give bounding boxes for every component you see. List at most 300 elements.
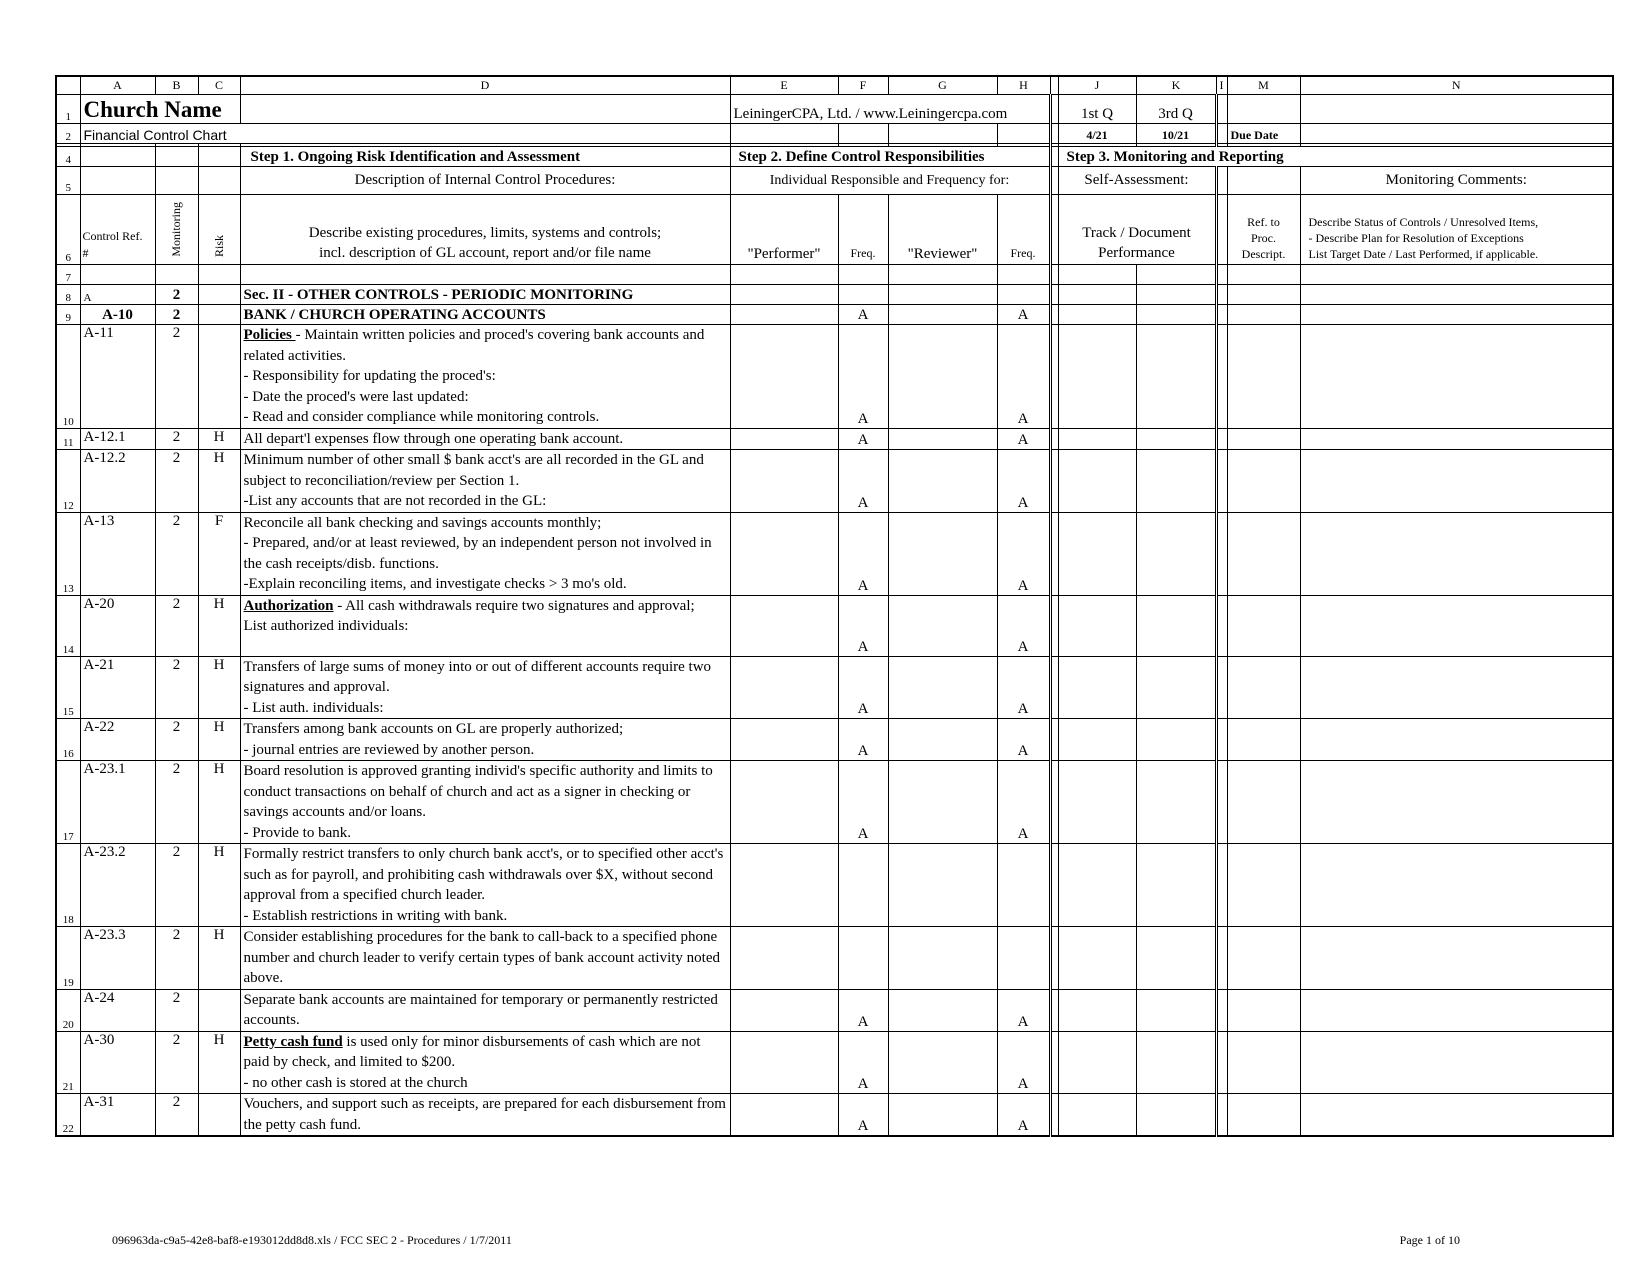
col-header-c[interactable]: C (198, 76, 240, 95)
ref-proc-cell[interactable] (1227, 450, 1300, 513)
risk-heading[interactable] (198, 195, 240, 265)
col-header-j[interactable]: J (1058, 76, 1136, 95)
track-q1-cell[interactable] (1058, 761, 1136, 844)
performer-cell[interactable] (730, 1094, 838, 1137)
track-performance-heading[interactable] (1058, 195, 1216, 265)
performer-cell[interactable] (730, 595, 838, 656)
track-q1-cell[interactable] (1058, 844, 1136, 927)
control-ref-cell[interactable]: A-23.3 (80, 927, 155, 990)
cell-n2[interactable] (1300, 124, 1613, 144)
description-text: Sec. II - OTHER CONTROLS - PERIODIC MONITORING (243, 287, 634, 303)
performer-cell[interactable] (730, 656, 838, 719)
freq-cell-2[interactable]: A (997, 325, 1050, 429)
freq-cell-2[interactable]: A (997, 595, 1050, 656)
reviewer-cell[interactable] (888, 325, 997, 429)
ref-proc-cell[interactable] (1227, 1031, 1300, 1094)
procedure-description-cell[interactable] (240, 761, 730, 844)
procedure-description-cell[interactable] (240, 989, 730, 1031)
track-q1-cell[interactable] (1058, 512, 1136, 595)
spacer-cell[interactable] (1050, 305, 1058, 325)
cell-i5[interactable] (1050, 167, 1058, 195)
track-q3-cell[interactable] (1136, 719, 1216, 761)
description-text: - Responsibility for updating the proced's: (243, 368, 496, 384)
spacer-cell[interactable] (1050, 428, 1058, 450)
spacer-cell[interactable] (1216, 927, 1227, 990)
spacer-cell[interactable] (1216, 428, 1227, 450)
track-q1-cell[interactable] (1058, 989, 1136, 1031)
ref-proc-cell[interactable] (1227, 512, 1300, 595)
spacer-cell[interactable] (1050, 325, 1058, 429)
performer-cell[interactable] (730, 450, 838, 513)
freq-heading-2[interactable]: Freq. (997, 195, 1050, 265)
freq-cell-1[interactable]: A (838, 719, 888, 761)
cell-l2[interactable] (1216, 124, 1227, 144)
cell-f2[interactable] (838, 124, 888, 144)
performer-cell[interactable] (730, 719, 838, 761)
cell-c5[interactable] (198, 167, 240, 195)
cell-i4[interactable] (1050, 147, 1058, 167)
freq-cell-2[interactable]: A (997, 656, 1050, 719)
monitoring-cell[interactable]: 2 (155, 989, 198, 1031)
procedure-description-cell[interactable] (240, 719, 730, 761)
cell-l6[interactable] (1216, 195, 1227, 265)
monitoring-comment-cell[interactable] (1300, 512, 1613, 595)
monitoring-comment-cell[interactable] (1300, 1094, 1613, 1137)
track-q3-cell[interactable] (1136, 512, 1216, 595)
track-q1-cell[interactable] (1058, 450, 1136, 513)
cell-a5[interactable] (80, 167, 155, 195)
describe-heading[interactable] (240, 195, 730, 265)
control-ref-cell[interactable]: A-12.2 (80, 450, 155, 513)
freq-cell-1[interactable]: A (838, 761, 888, 844)
col-header-m[interactable]: M (1227, 76, 1300, 95)
risk-cell[interactable] (198, 305, 240, 325)
monitoring-cell[interactable]: 2 (155, 305, 198, 325)
track-q3-cell[interactable] (1136, 285, 1216, 305)
row-number: 20 (56, 989, 80, 1031)
freq-cell-2[interactable]: A (997, 428, 1050, 450)
ref-proc-heading[interactable] (1227, 195, 1300, 265)
track-q1-cell[interactable] (1058, 305, 1136, 325)
monitoring-cell[interactable]: 2 (155, 428, 198, 450)
spacer-cell[interactable] (1216, 761, 1227, 844)
monitoring-comment-cell[interactable] (1300, 450, 1613, 513)
control-ref-label: Control Ref. (82, 229, 143, 243)
track-q1-cell[interactable] (1058, 325, 1136, 429)
col-header-a[interactable]: A (80, 76, 155, 95)
spacer-cell[interactable] (1050, 285, 1058, 305)
col-header-d[interactable]: D (240, 76, 730, 95)
cell-m1[interactable] (1227, 95, 1300, 124)
individual-responsible-heading[interactable]: Individual Responsible and Frequency for: (730, 167, 1050, 195)
cell-l1[interactable] (1216, 95, 1227, 124)
risk-cell[interactable] (198, 1094, 240, 1137)
track-q1-cell[interactable] (1058, 656, 1136, 719)
cell-m5[interactable] (1227, 167, 1300, 195)
cell-c4[interactable] (198, 147, 240, 167)
reviewer-cell[interactable] (888, 305, 997, 325)
spacer-cell[interactable] (1050, 595, 1058, 656)
ref-proc-cell[interactable] (1227, 927, 1300, 990)
monitoring-cell[interactable]: 2 (155, 1094, 198, 1137)
monitoring-cell[interactable]: 2 (155, 927, 198, 990)
cell-b5[interactable] (155, 167, 198, 195)
ref-proc-cell[interactable] (1227, 285, 1300, 305)
cell-e2[interactable] (730, 124, 838, 144)
reviewer-cell[interactable] (888, 761, 997, 844)
description-text: - journal entries are reviewed by another person. (243, 741, 535, 758)
col-header-k[interactable]: K (1136, 76, 1216, 95)
col-header-f[interactable]: F (838, 76, 888, 95)
freq-cell-1[interactable]: A (838, 428, 888, 450)
procedure-description-cell[interactable] (240, 305, 730, 325)
monitoring-comment-cell[interactable] (1300, 325, 1613, 429)
reviewer-cell[interactable] (888, 844, 997, 927)
freq-cell-1[interactable]: A (838, 512, 888, 595)
self-assessment-heading[interactable]: Self-Assessment: (1058, 167, 1216, 195)
monitoring-comment-cell[interactable] (1300, 285, 1613, 305)
procedure-description-cell[interactable] (240, 927, 730, 990)
control-ref-cell[interactable]: A-23.2 (80, 844, 155, 927)
reviewer-heading[interactable]: "Reviewer" (888, 195, 997, 265)
description-text: Consider establishing procedures for the bank to call-back to a specified phone number and church leader to verify certain types of bank account activity noted above. (243, 929, 720, 986)
procedure-description-cell[interactable] (240, 325, 730, 429)
col-header-l[interactable]: I (1216, 76, 1227, 95)
track-q1-cell[interactable] (1058, 1031, 1136, 1094)
cell-i1[interactable] (1050, 95, 1058, 124)
risk-cell[interactable]: H (198, 761, 240, 844)
spacer-cell[interactable] (1216, 450, 1227, 513)
ref-proc-cell[interactable] (1227, 305, 1300, 325)
col-header-i[interactable] (1050, 76, 1058, 95)
track-q3-cell[interactable] (1136, 927, 1216, 990)
ref-proc-cell[interactable] (1227, 428, 1300, 450)
reviewer-cell[interactable] (888, 1031, 997, 1094)
track-q3-cell[interactable] (1136, 325, 1216, 429)
risk-cell[interactable]: H (198, 428, 240, 450)
track-q3-cell[interactable] (1136, 428, 1216, 450)
monitoring-comment-cell[interactable] (1300, 305, 1613, 325)
cell-i2[interactable] (1050, 124, 1058, 144)
monitoring-comment-cell[interactable] (1300, 719, 1613, 761)
ref-proc-cell[interactable] (1227, 595, 1300, 656)
control-ref-cell[interactable]: A-23.1 (80, 761, 155, 844)
monitoring-cell[interactable]: 2 (155, 1031, 198, 1094)
control-ref-heading[interactable] (80, 195, 155, 265)
monitoring-comment-cell[interactable] (1300, 927, 1613, 990)
row-number: 16 (56, 719, 80, 761)
performer-cell[interactable] (730, 305, 838, 325)
monitoring-comment-cell[interactable] (1300, 428, 1613, 450)
spacer-cell[interactable] (1216, 656, 1227, 719)
footer-page-number: Page 1 of 10 (1399, 1233, 1460, 1247)
performer-cell[interactable] (730, 325, 838, 429)
freq-cell-1[interactable]: A (838, 305, 888, 325)
table-row (56, 1031, 1613, 1094)
col-header-b[interactable]: B (155, 76, 198, 95)
ref-proc-cell[interactable] (1227, 325, 1300, 429)
step3-heading[interactable]: Step 3. Monitoring and Reporting (1058, 147, 1613, 167)
risk-cell[interactable]: H (198, 719, 240, 761)
track-q1-cell[interactable] (1058, 1094, 1136, 1137)
spacer-cell[interactable] (1216, 844, 1227, 927)
spacer-cell[interactable] (1050, 844, 1058, 927)
ref-proc-cell[interactable] (1227, 761, 1300, 844)
track-q3-cell[interactable] (1136, 1094, 1216, 1137)
freq-cell-1[interactable]: A (838, 595, 888, 656)
reviewer-cell[interactable] (888, 719, 997, 761)
freq-cell-1[interactable]: A (838, 325, 888, 429)
track-q1-cell[interactable] (1058, 927, 1136, 990)
monitoring-cell[interactable]: 2 (155, 595, 198, 656)
freq-cell-2[interactable]: A (997, 1094, 1050, 1137)
procedure-description-cell[interactable] (240, 595, 730, 656)
spacer-cell[interactable] (1216, 989, 1227, 1031)
ref-proc-cell[interactable] (1227, 989, 1300, 1031)
spacer-cell[interactable] (1050, 512, 1058, 595)
q3-date[interactable]: 10/21 (1136, 124, 1216, 144)
monitoring-cell[interactable]: 2 (155, 719, 198, 761)
spacer-cell[interactable] (1216, 1031, 1227, 1094)
spacer-cell[interactable] (1050, 719, 1058, 761)
performer-cell[interactable] (730, 989, 838, 1031)
procedure-description-cell[interactable] (240, 428, 730, 450)
procedure-description-cell[interactable] (240, 1094, 730, 1137)
monitoring-cell[interactable]: 2 (155, 450, 198, 513)
track-q3-cell[interactable] (1136, 989, 1216, 1031)
cell-h2[interactable] (997, 124, 1050, 144)
performer-cell[interactable] (730, 761, 838, 844)
reviewer-cell[interactable] (888, 1094, 997, 1137)
performer-cell[interactable] (730, 1031, 838, 1094)
freq-cell-1[interactable]: A (838, 1094, 888, 1137)
col-header-n[interactable]: N (1300, 76, 1613, 95)
freq-cell-1[interactable] (838, 285, 888, 305)
performer-cell[interactable] (730, 512, 838, 595)
describe-line1: Describe existing procedures, limits, systems and controls; (308, 225, 662, 241)
status-heading[interactable] (1300, 195, 1613, 265)
row-number: 18 (56, 844, 80, 927)
ref-proc-cell[interactable] (1227, 844, 1300, 927)
spacer-cell[interactable] (1216, 595, 1227, 656)
freq-cell-2[interactable]: A (997, 989, 1050, 1031)
control-ref-cell[interactable]: A-21 (80, 656, 155, 719)
performer-cell[interactable] (730, 285, 838, 305)
spacer-cell[interactable] (1216, 512, 1227, 595)
spacer-cell[interactable] (1050, 761, 1058, 844)
reviewer-cell[interactable] (888, 285, 997, 305)
freq-cell-1[interactable]: A (838, 656, 888, 719)
freq-cell-2[interactable]: A (997, 450, 1050, 513)
freq-heading-1[interactable]: Freq. (838, 195, 888, 265)
risk-cell[interactable]: F (198, 512, 240, 595)
control-ref-cell[interactable]: A-24 (80, 989, 155, 1031)
spacer-cell[interactable] (1050, 989, 1058, 1031)
description-text: - Read and consider compliance while monitoring controls. (243, 409, 600, 425)
description-text: Transfers among bank accounts on GL are properly authorized; (243, 721, 624, 737)
spacer-cell[interactable] (1050, 656, 1058, 719)
cell-i6[interactable] (1050, 195, 1058, 265)
internal-control-desc-heading[interactable]: Description of Internal Control Procedures: (240, 167, 730, 195)
cell-a4[interactable] (80, 147, 155, 167)
procedure-description-cell[interactable] (240, 656, 730, 719)
procedure-description-cell[interactable] (240, 450, 730, 513)
corner-cell[interactable] (56, 76, 80, 95)
ref-proc-cell[interactable] (1227, 1094, 1300, 1137)
monitoring-comment-cell[interactable] (1300, 989, 1613, 1031)
spacer-cell[interactable] (1050, 1031, 1058, 1094)
reviewer-cell[interactable] (888, 656, 997, 719)
col-header-e[interactable]: E (730, 76, 838, 95)
risk-label: Risk (211, 234, 226, 257)
control-ref-cell[interactable]: A-31 (80, 1094, 155, 1137)
firm-name[interactable]: LeiningerCPA, Ltd. / www.Leiningercpa.com (730, 95, 1050, 124)
track-q1-cell[interactable] (1058, 595, 1136, 656)
freq-cell-1[interactable]: A (838, 989, 888, 1031)
track-q3-cell[interactable] (1136, 450, 1216, 513)
track-q3-cell[interactable] (1136, 761, 1216, 844)
monitoring-cell[interactable]: 2 (155, 512, 198, 595)
row-number: 12 (56, 450, 80, 513)
monitoring-cell[interactable]: 2 (155, 761, 198, 844)
control-ref-cell[interactable]: A-11 (80, 325, 155, 429)
ref-proc-cell[interactable] (1227, 656, 1300, 719)
cell-n1[interactable] (1300, 95, 1613, 124)
col-header-h[interactable]: H (997, 76, 1050, 95)
col-header-g[interactable]: G (888, 76, 997, 95)
spacer-cell[interactable] (1216, 1094, 1227, 1137)
column-header-row (56, 76, 1613, 95)
row-number: 21 (56, 1031, 80, 1094)
ref-proc-cell[interactable] (1227, 719, 1300, 761)
freq-cell-2[interactable]: A (997, 1031, 1050, 1094)
table-row (56, 656, 1613, 719)
procedure-description-cell[interactable] (240, 285, 730, 305)
track-q3-cell[interactable] (1136, 844, 1216, 927)
freq-cell-1[interactable]: A (838, 1031, 888, 1094)
freq-cell-2[interactable]: A (997, 719, 1050, 761)
risk-cell[interactable]: H (198, 1031, 240, 1094)
spacer-cell[interactable] (1216, 305, 1227, 325)
row-number: 2 (56, 124, 80, 144)
monitoring-comment-cell[interactable] (1300, 844, 1613, 927)
performer-cell[interactable] (730, 428, 838, 450)
freq-cell-2[interactable] (997, 285, 1050, 305)
control-ref-cell[interactable]: A-10 (80, 305, 155, 325)
risk-cell[interactable]: H (198, 450, 240, 513)
spacer-cell[interactable] (1050, 1094, 1058, 1137)
track-q3-cell[interactable] (1136, 305, 1216, 325)
freq-cell-2[interactable]: A (997, 512, 1050, 595)
control-ref-cell[interactable]: A-20 (80, 595, 155, 656)
freq-cell-1[interactable] (838, 927, 888, 990)
q1-date[interactable]: 4/21 (1058, 124, 1136, 144)
monitoring-comment-cell[interactable] (1300, 761, 1613, 844)
reviewer-cell[interactable] (888, 428, 997, 450)
reviewer-cell[interactable] (888, 595, 997, 656)
performer-cell[interactable] (730, 844, 838, 927)
description-text: - All cash withdrawals require two signatures and approval; (333, 597, 695, 614)
table-row (56, 325, 1613, 429)
track-q3-cell[interactable] (1136, 1031, 1216, 1094)
freq-cell-2[interactable] (997, 927, 1050, 990)
risk-cell[interactable] (198, 285, 240, 305)
freq-cell-2[interactable] (997, 844, 1050, 927)
reviewer-cell[interactable] (888, 989, 997, 1031)
cell-l5[interactable] (1216, 167, 1227, 195)
risk-cell[interactable] (198, 989, 240, 1031)
reviewer-cell[interactable] (888, 450, 997, 513)
performer-heading[interactable]: "Performer" (730, 195, 838, 265)
row-number: 4 (56, 147, 80, 167)
reviewer-cell[interactable] (888, 927, 997, 990)
monitoring-comment-cell[interactable] (1300, 595, 1613, 656)
monitoring-cell[interactable]: 2 (155, 656, 198, 719)
reviewer-cell[interactable] (888, 512, 997, 595)
cell-b4[interactable] (155, 147, 198, 167)
procedure-description-cell[interactable] (240, 512, 730, 595)
risk-cell[interactable]: H (198, 595, 240, 656)
risk-cell[interactable] (198, 325, 240, 429)
control-ref-cell[interactable]: A (80, 285, 155, 305)
monitoring-comments-heading[interactable]: Monitoring Comments: (1300, 167, 1613, 195)
spacer-cell[interactable] (1216, 285, 1227, 305)
monitoring-comment-cell[interactable] (1300, 1031, 1613, 1094)
freq-cell-2[interactable]: A (997, 305, 1050, 325)
risk-cell[interactable]: H (198, 844, 240, 927)
spacer-cell[interactable] (1216, 325, 1227, 429)
procedure-description-cell[interactable] (240, 1031, 730, 1094)
track-q3-cell[interactable] (1136, 656, 1216, 719)
church-name-title[interactable]: Church Name (80, 95, 240, 124)
track-line2: Performance (1098, 245, 1175, 261)
row-2 (56, 124, 1613, 144)
q1-label[interactable]: 1st Q (1058, 95, 1136, 124)
performer-cell[interactable] (730, 927, 838, 990)
control-ref-cell[interactable]: A-12.1 (80, 428, 155, 450)
risk-cell[interactable]: H (198, 656, 240, 719)
monitoring-cell[interactable]: 2 (155, 325, 198, 429)
cell-g2[interactable] (888, 124, 997, 144)
q3-label[interactable]: 3rd Q (1136, 95, 1216, 124)
freq-cell-2[interactable]: A (997, 761, 1050, 844)
procedure-description-cell[interactable] (240, 844, 730, 927)
due-date-label[interactable]: Due Date (1227, 124, 1300, 144)
cell-d1[interactable] (240, 95, 730, 124)
subtitle[interactable]: Financial Control Chart (80, 124, 730, 144)
control-ref-cell[interactable]: A-13 (80, 512, 155, 595)
spacer-cell[interactable] (1216, 719, 1227, 761)
control-ref-cell[interactable]: A-30 (80, 1031, 155, 1094)
track-q1-cell[interactable] (1058, 285, 1136, 305)
freq-cell-1[interactable]: A (838, 450, 888, 513)
track-q1-cell[interactable] (1058, 719, 1136, 761)
risk-cell[interactable]: H (198, 927, 240, 990)
row-number: 7 (56, 265, 80, 285)
monitoring-cell[interactable]: 2 (155, 285, 198, 305)
control-ref-cell[interactable]: A-22 (80, 719, 155, 761)
monitoring-comment-cell[interactable] (1300, 656, 1613, 719)
track-q1-cell[interactable] (1058, 428, 1136, 450)
track-q3-cell[interactable] (1136, 595, 1216, 656)
spacer-cell[interactable] (1050, 450, 1058, 513)
monitoring-heading[interactable] (155, 195, 198, 265)
step2-heading[interactable]: Step 2. Define Control Responsibilities (730, 147, 1050, 167)
step1-heading[interactable]: Step 1. Ongoing Risk Identification and Assessment (240, 147, 730, 167)
spacer-cell[interactable] (1050, 927, 1058, 990)
freq-cell-1[interactable] (838, 844, 888, 927)
monitoring-cell[interactable]: 2 (155, 844, 198, 927)
